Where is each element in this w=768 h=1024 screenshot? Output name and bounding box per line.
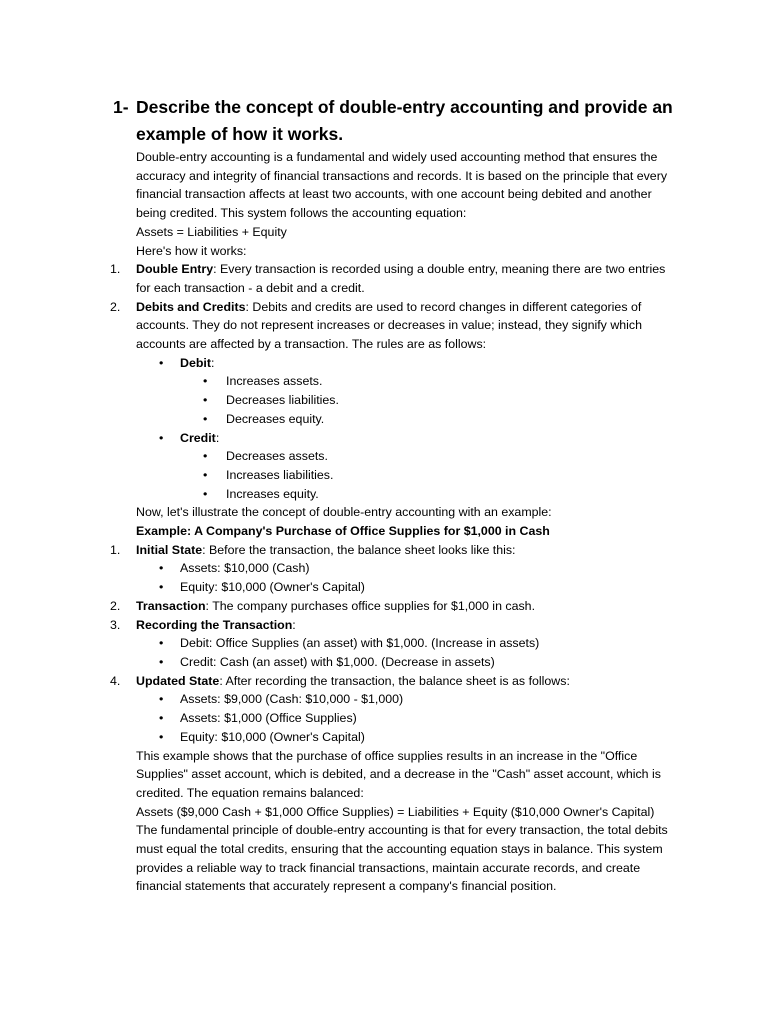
rule-colon: : — [210, 355, 215, 370]
how-it-works-line: Here's how it works: — [136, 243, 247, 258]
list-number: 2. — [110, 598, 121, 613]
rule-list-item: • Decreases equity. — [136, 410, 676, 429]
list-number: 4. — [110, 673, 121, 688]
list-number: 3. — [110, 617, 121, 632]
step-term: Transaction — [136, 598, 206, 613]
step-description: : The company purchases office supplies for $1,000 in cash. — [205, 598, 536, 613]
step-bullet: • Equity: $10,000 (Owner's Capital) — [136, 728, 676, 747]
list-number: 1. — [110, 262, 121, 277]
balanced-equation: Assets ($9,000 Cash + $1,000 Office Supplies) = Liabilities + Equity ($10,000 Owner's Capital) — [136, 804, 655, 819]
principle-term: Debits and Credits — [136, 299, 246, 314]
step-bullet: • Credit: Cash (an asset) with $1,000. (Decrease in assets) — [136, 653, 676, 672]
example-title — [136, 522, 676, 541]
example-step — [110, 597, 676, 616]
example-title-text: Example: A Company's Purchase of Office Supplies for $1,000 in Cash — [136, 524, 550, 539]
intro-paragraph: Double-entry accounting is a fundamental and widely used accounting method that ensures the accuracy and integrity of financial transactions and records. It is based on the principle that every financial transaction affects at least two accounts, with one account being debited and another being credited. This system follows the accounting equation: — [136, 150, 668, 221]
rule-list-item: • Decreases liabilities. — [136, 391, 676, 410]
rule-list-item: • Increases liabilities. — [136, 466, 676, 485]
accounting-equation: Assets = Liabilities + Equity — [136, 224, 287, 239]
principle-item — [110, 298, 676, 354]
example-step — [110, 541, 676, 560]
step-term: Updated State — [136, 673, 220, 688]
step-bullet: • Debit: Office Supplies (an asset) with $1,000. (Increase in assets) — [136, 634, 676, 653]
rule-list-item: • Decreases assets. — [136, 447, 676, 466]
principle-description: : Every transaction is recorded using a double entry, meaning there are two entries for each transaction - a debit and a credit. — [136, 262, 666, 295]
question-title: Describe the concept of double-entry accounting and provide an example of how it works. — [136, 97, 673, 144]
step-description: : After recording the transaction, the balance sheet is as follows: — [219, 673, 570, 688]
principle-term: Double Entry — [136, 262, 214, 277]
example-step — [110, 616, 676, 635]
step-term: Recording the Transaction — [136, 617, 293, 632]
conclusion-paragraph: This example shows that the purchase of office supplies results in an increase in the "Office Supplies" asset account, which is debited, and a decrease in the "Cash" asset account, which is credited. The equation remains balanced: — [136, 748, 661, 800]
principle-description: : Debits and credits are used to record changes in different categories of accounts. They do not represent increases or decreases in value; instead, they signify which accounts are affected by a transaction. The rules are as follows: — [136, 299, 643, 352]
example-step — [110, 672, 676, 691]
question-number: 1- — [113, 97, 129, 117]
step-term: Initial State — [136, 542, 203, 557]
answer-body — [110, 148, 676, 896]
summary-paragraph: The fundamental principle of double-entry accounting is that for every transaction, the total debits must equal the total credits, ensuring that the accounting equation stays in balance. This system provides a reliable way to track financial transactions, maintain accurate records, and create financial statements that accurately represent a company's financial position. — [136, 823, 668, 894]
question-heading — [113, 94, 733, 148]
step-description: : — [292, 617, 296, 632]
credit-rule — [136, 429, 676, 448]
principle-item — [110, 260, 676, 297]
step-bullet: • Equity: $10,000 (Owner's Capital) — [136, 578, 676, 597]
rule-list-item: • Increases assets. — [136, 372, 676, 391]
rule-list-item: • Increases equity. — [136, 485, 676, 504]
list-number: 2. — [110, 299, 121, 314]
step-bullet: • Assets: $1,000 (Office Supplies) — [136, 709, 676, 728]
example-intro: Now, let's illustrate the concept of double-entry accounting with an example: — [136, 505, 552, 520]
step-bullet: • Assets: $10,000 (Cash) — [136, 559, 676, 578]
rule-colon: : — [215, 430, 220, 445]
debit-rule — [136, 354, 676, 373]
step-description: : Before the transaction, the balance sheet looks like this: — [202, 542, 516, 557]
list-number: 1. — [110, 542, 121, 557]
step-bullet: • Assets: $9,000 (Cash: $10,000 - $1,000) — [136, 690, 676, 709]
debit-term: Debit — [180, 355, 211, 370]
credit-term: Credit — [180, 430, 216, 445]
